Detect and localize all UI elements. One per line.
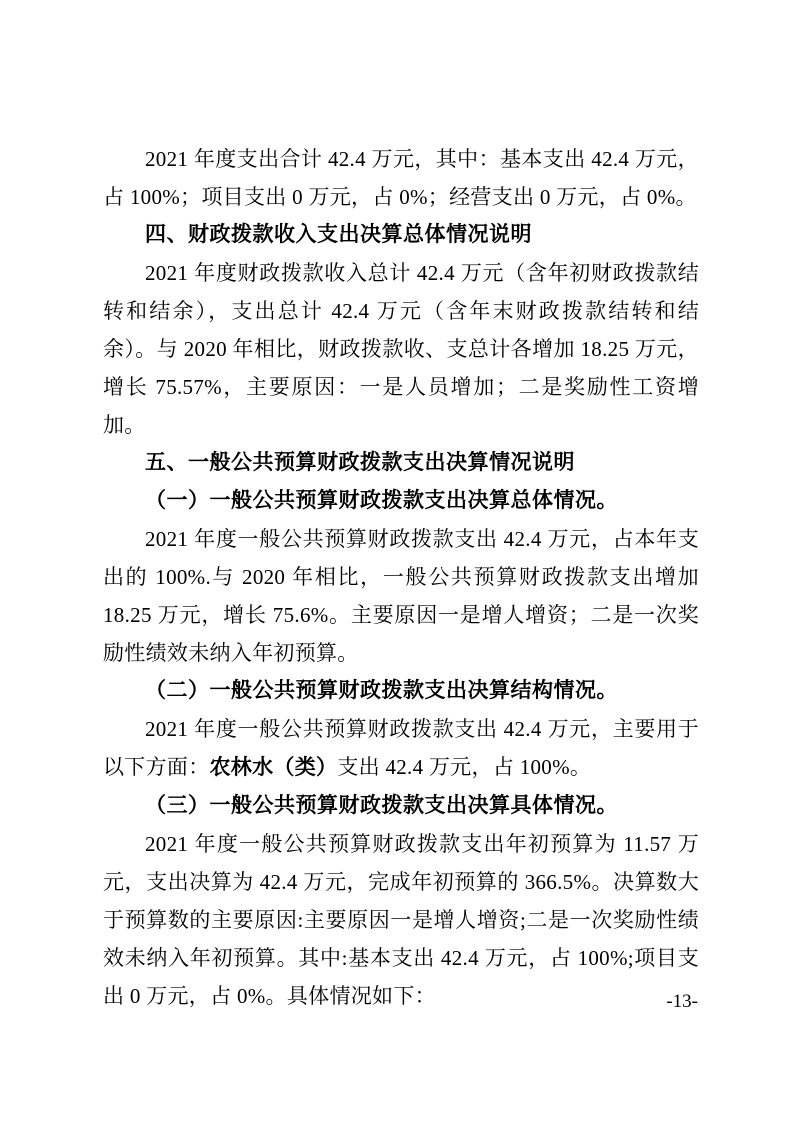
- subheading-one-overall-situation: （一）一般公共预算财政拨款支出决算总体情况。: [145, 489, 618, 512]
- para-general-budget-overall: 2021 年度一般公共预算财政拨款支出 42.4 万元，占本年支出的 100%.与 2020 年相比，一般公共预算财政拨款支出增加 18.25 万元，增长 75.6%。主要原因一是增人增资；二是一次奖励性绩效未纳入年初预算。: [103, 527, 699, 665]
- paragraph-text-pre: 2021 年度一般公共预算财政拨款支出 42.4 万元，主要用于以下方面：: [103, 717, 699, 779]
- subheading-two-structure-situation: （二）一般公共预算财政拨款支出决算结构情况。: [145, 679, 618, 702]
- para-fiscal-appropriation-summary: 2021 年度财政拨款收入总计 42.4 万元（含年初财政拨款结转和结余），支出总计 42.4 万元（含年末财政拨款结转和结余）。与 2020 年相比，财政拨款收、支总计各增加 18.25 万元，增长 75.57%，主要原因：一是人员增加；二是奖励性工资增加。: [103, 261, 699, 437]
- para-general-budget-details: 2021 年度一般公共预算财政拨款支出年初预算为 11.57 万元，支出决算为 42.4 万元，完成年初预算的 366.5%。决算数大于预算数的主要原因:主要原因一是增人增资;二是一次奖励性绩效未纳入年初预算。其中:基本支出 42.4 万元，占 100%;项目支出 0 万元，占 0%。具体情况如下：: [103, 832, 699, 1008]
- paragraph-text-post: 支出 42.4 万元，占 100%。: [337, 755, 592, 779]
- heading-section-five-general-budget: 五、一般公共预算财政拨款支出决算情况说明: [145, 451, 575, 474]
- page-number: -13-: [666, 991, 698, 1012]
- heading-section-four-fiscal-appropriation: 四、财政拨款收入支出决算总体情况说明: [145, 223, 532, 246]
- document-body: [103, 140, 699, 1015]
- para-annual-expenditure-summary: 2021 年度支出合计 42.4 万元，其中：基本支出 42.4 万元，占 100%；项目支出 0 万元，占 0%；经营支出 0 万元，占 0%。: [103, 147, 699, 209]
- subheading-three-specific-situation: （三）一般公共预算财政拨款支出决算具体情况。: [145, 794, 618, 817]
- para-general-budget-structure: [103, 710, 699, 787]
- paragraph-text-bold-category: 农林水（类）: [209, 756, 338, 779]
